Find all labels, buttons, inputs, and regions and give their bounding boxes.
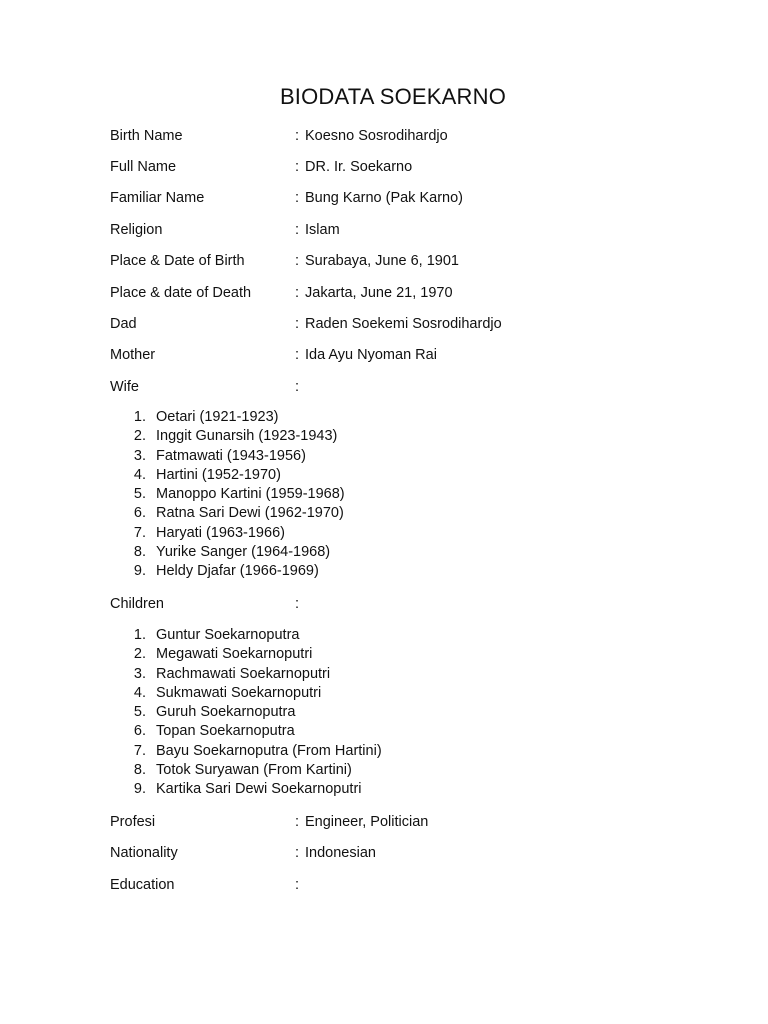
list-text: Inggit Gunarsih (1923-1943): [156, 428, 338, 445]
field-label: Profesi: [110, 814, 156, 830]
field-separator: :: [295, 190, 300, 206]
list-number: 8.: [133, 762, 146, 779]
field-value: Raden Soekemi Sosrodihardjo: [305, 316, 502, 332]
list-number: 1.: [133, 627, 146, 643]
list-text: Ratna Sari Dewi (1962-1970): [156, 505, 344, 522]
list-text: Oetari (1921-1923): [156, 409, 279, 425]
list-item: [126, 761, 352, 780]
field-value: Bung Karno (Pak Karno): [305, 190, 463, 206]
list-text: Haryati (1963-1966): [156, 524, 285, 541]
list-number: 2.: [133, 646, 146, 663]
field-value: Surabaya, June 6, 1901: [305, 253, 459, 269]
field-label: Children: [110, 596, 164, 612]
list-text: Sukmawati Soekarnoputri: [156, 684, 322, 701]
list-item: [126, 504, 344, 523]
field-label: Familiar Name: [110, 190, 205, 206]
list-text: Hartini (1952-1970): [156, 466, 281, 483]
list-number: 2.: [133, 428, 146, 445]
list-number: 7.: [133, 742, 146, 759]
list-item: [126, 703, 296, 722]
list-text: Heldy Djafar (1966-1969): [156, 563, 319, 580]
field-value: Islam: [305, 222, 340, 238]
list-text: Guntur Soekarnoputra: [156, 627, 300, 643]
page-title: BIODATA SOEKARNO: [279, 84, 507, 109]
list-text: Guruh Soekarnoputra: [156, 704, 296, 721]
list-text: Bayu Soekarnoputra (From Hartini): [156, 742, 382, 759]
list-item: [126, 447, 306, 466]
field-value: Ida Ayu Nyoman Rai: [305, 347, 437, 363]
list-number: 6.: [133, 505, 146, 522]
field-separator: :: [295, 379, 300, 395]
field-separator: :: [295, 347, 300, 363]
list-number: 3.: [133, 447, 146, 464]
list-text: Rachmawati Soekarnoputri: [156, 665, 331, 682]
field-value: Engineer, Politician: [305, 814, 429, 830]
field-value: DR. Ir. Soekarno: [305, 159, 413, 175]
field-separator: :: [295, 253, 300, 269]
list-number: 6.: [133, 723, 146, 740]
list-item: [126, 645, 313, 664]
list-item: [126, 427, 338, 446]
list-item: [126, 466, 281, 485]
list-item: [126, 665, 331, 684]
list-text: Kartika Sari Dewi Soekarnoputri: [156, 781, 362, 798]
field-separator: :: [295, 222, 300, 238]
field-label: Education: [110, 877, 175, 893]
field-label: Place & Date of Birth: [110, 253, 245, 269]
field-label: Birth Name: [110, 128, 183, 144]
field-separator: :: [295, 285, 300, 301]
list-item: [126, 543, 331, 562]
field-value: Jakarta, June 21, 1970: [305, 285, 453, 301]
list-item: [126, 524, 285, 543]
list-item: [126, 780, 362, 799]
list-item: [126, 684, 322, 703]
list-item: [126, 408, 279, 427]
list-item: [126, 485, 345, 504]
list-text: Manoppo Kartini (1959-1968): [156, 486, 345, 503]
field-separator: :: [295, 814, 300, 830]
list-number: 4.: [133, 466, 146, 483]
field-separator: :: [295, 316, 300, 332]
field-label: Religion: [110, 222, 163, 238]
list-number: 5.: [133, 704, 146, 721]
list-item: [126, 742, 382, 761]
list-item: [126, 722, 295, 741]
list-number: 4.: [133, 684, 146, 701]
field-separator: :: [295, 877, 300, 893]
field-separator: :: [295, 845, 300, 861]
field-value: Indonesian: [305, 845, 376, 861]
list-number: 5.: [133, 486, 146, 503]
list-number: 7.: [133, 524, 146, 541]
list-number: 1.: [133, 409, 146, 425]
list-item: [126, 562, 319, 581]
field-label: Nationality: [110, 845, 178, 861]
field-separator: :: [295, 159, 300, 175]
field-value: Koesno Sosrodihardjo: [305, 128, 448, 144]
field-separator: :: [295, 128, 300, 144]
field-label: Full Name: [110, 159, 177, 175]
field-separator: :: [295, 596, 300, 612]
children-list: [126, 626, 382, 800]
wife-list: [126, 408, 345, 582]
field-label: Dad: [110, 316, 137, 332]
list-number: 9.: [133, 563, 146, 580]
list-item: [126, 626, 300, 645]
list-number: 3.: [133, 665, 146, 682]
list-text: Megawati Soekarnoputri: [156, 646, 313, 663]
field-label: Place & date of Death: [110, 285, 252, 301]
field-label: Wife: [110, 379, 139, 395]
list-text: Totok Suryawan (From Kartini): [156, 762, 352, 779]
list-number: 9.: [133, 781, 146, 798]
list-number: 8.: [133, 544, 146, 561]
field-label: Mother: [110, 347, 156, 363]
list-text: Topan Soekarnoputra: [156, 723, 295, 740]
list-text: Fatmawati (1943-1956): [156, 447, 306, 464]
list-text: Yurike Sanger (1964-1968): [156, 544, 331, 561]
